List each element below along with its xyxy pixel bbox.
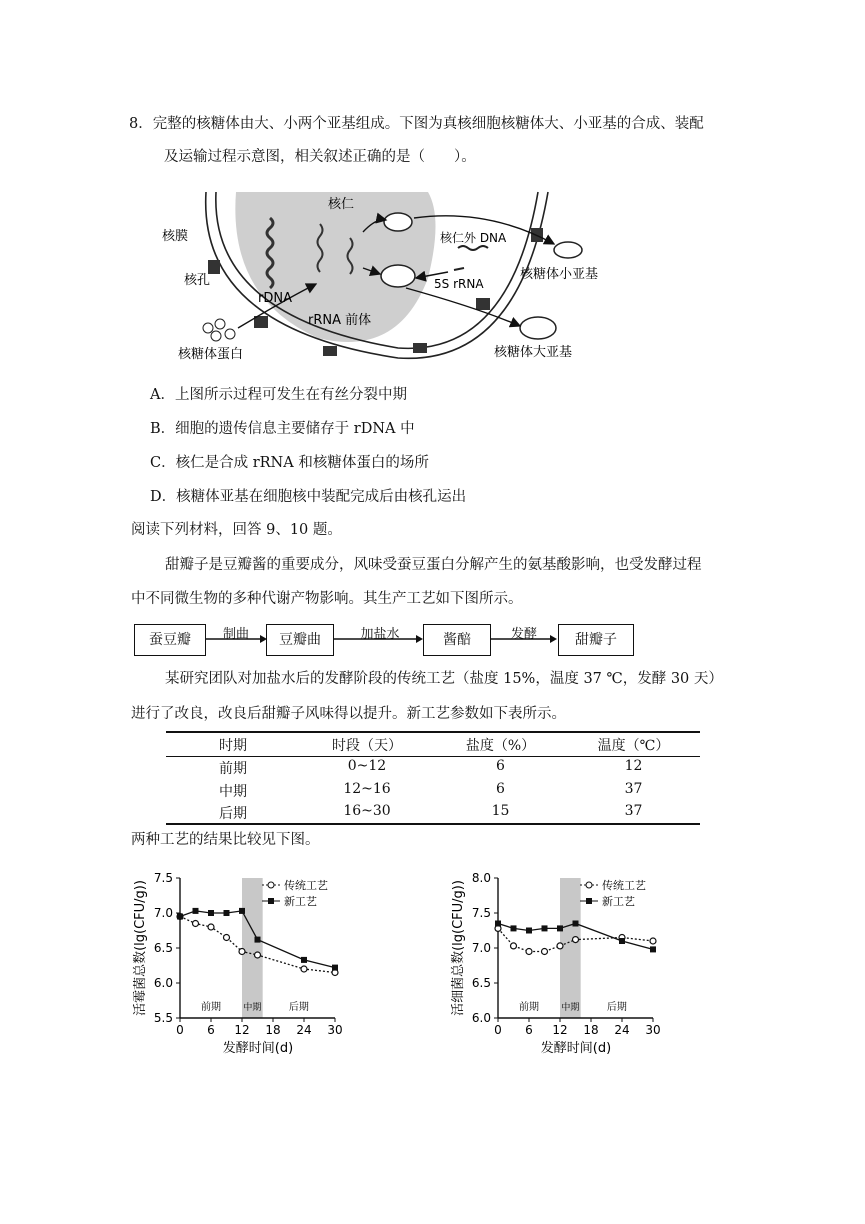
- large-subunit-outside: [520, 317, 556, 339]
- nuclear-pore-6: [208, 260, 220, 274]
- flow-box-broad-bean: 蚕豆瓣: [134, 624, 206, 656]
- x-tick-label: 6: [525, 1023, 533, 1037]
- data-point-new: [193, 908, 199, 914]
- nuclear-pore-4: [323, 346, 337, 356]
- y-tick-label: 7.5: [153, 871, 173, 885]
- label-nuclear-membrane: 核膜: [162, 229, 189, 244]
- chart-bacteria-count: [448, 868, 668, 1060]
- legend-marker-traditional: [268, 882, 274, 888]
- data-point-new: [650, 946, 656, 952]
- shaded-middle-phase: [242, 878, 263, 1018]
- label-small-subunit: 核糖体小亚基: [520, 267, 599, 282]
- x-tick-label: 18: [583, 1023, 599, 1037]
- legend-label-new: 新工艺: [602, 895, 635, 908]
- data-point-new: [526, 928, 532, 934]
- data-point-traditional: [255, 952, 261, 958]
- data-point-traditional: [511, 943, 517, 949]
- data-point-traditional: [224, 935, 230, 941]
- data-point-new: [511, 925, 517, 931]
- data-point-traditional: [542, 949, 548, 955]
- x-tick-label: 12: [552, 1023, 568, 1037]
- material-para1-line1: 甜瓣子是豆瓣酱的重要成分，风味受蚕豆蛋白分解产生的氨基酸影响，也受发酵过程: [165, 557, 702, 573]
- flow-label-ferment: 发酵: [510, 627, 537, 642]
- small-subunit-inside: [384, 213, 412, 231]
- data-point-new: [619, 938, 625, 944]
- flow-label-add-brine: 加盐水: [360, 627, 400, 642]
- data-point-new: [557, 925, 563, 931]
- label-rdna: rDNA: [258, 291, 292, 306]
- data-point-new: [224, 910, 230, 916]
- x-tick-label: 24: [614, 1023, 630, 1037]
- legend-label-new: 新工艺: [284, 895, 317, 908]
- y-tick-label: 7.0: [153, 906, 173, 920]
- data-point-new: [301, 957, 307, 963]
- x-tick-label: 24: [296, 1023, 312, 1037]
- data-point-new: [255, 937, 261, 943]
- table-cell: 6: [496, 758, 505, 774]
- data-point-new: [177, 914, 183, 920]
- phase-label-middle: 中期: [561, 1003, 580, 1013]
- x-tick-label: 0: [494, 1023, 502, 1037]
- data-point-new: [208, 910, 214, 916]
- y-axis-label: 活细菌总数(lg(CFU/g)): [451, 880, 466, 1016]
- legend-label-traditional: 传统工艺: [284, 879, 328, 892]
- shaded-middle-phase: [560, 878, 581, 1018]
- ribosome-synthesis-diagram: [158, 188, 628, 368]
- material-para1-line2: 中不同微生物的多种代谢产物影响。其生产工艺如下图所示。: [131, 591, 523, 607]
- table-cell: 12~16: [343, 781, 391, 797]
- table-cell: 37: [624, 781, 643, 797]
- table-cell: 16~30: [343, 803, 391, 819]
- data-point-traditional: [239, 949, 245, 955]
- legend-marker-traditional: [586, 882, 592, 888]
- legend-label-traditional: 传统工艺: [602, 879, 646, 892]
- x-tick-label: 30: [645, 1023, 661, 1037]
- option-a: A．上图所示过程可发生在有丝分裂中期: [150, 387, 407, 403]
- y-tick-label: 5.5: [153, 1011, 173, 1025]
- legend-marker-new: [586, 898, 592, 904]
- y-tick-label: 7.5: [471, 906, 491, 920]
- small-subunit-outside: [554, 242, 582, 258]
- data-point-new: [495, 921, 501, 927]
- nuclear-pore-2: [476, 298, 490, 310]
- table-cell: 12: [624, 758, 643, 774]
- label-nuclear-pore: 核孔: [184, 273, 211, 288]
- question-8-line-1: 8．完整的核糖体由大、小两个亚基组成。下图为真核细胞核糖体大、小亚基的合成、装配: [129, 116, 704, 132]
- option-b: B．细胞的遗传信息主要储存于 rDNA 中: [150, 421, 415, 437]
- y-tick-label: 6.0: [471, 1011, 491, 1025]
- data-point-traditional: [208, 924, 214, 930]
- x-tick-label: 0: [176, 1023, 184, 1037]
- nuclear-pore-5: [413, 343, 427, 353]
- x-axis-label: 发酵时间(d): [540, 1041, 612, 1056]
- table-cell: 15: [491, 803, 510, 819]
- table-cell: 后期: [219, 806, 247, 822]
- data-point-traditional: [557, 943, 563, 949]
- y-tick-label: 7.0: [471, 941, 491, 955]
- flow-box-bean-koji: 豆瓣曲: [266, 624, 334, 656]
- y-tick-label: 6.0: [153, 976, 173, 990]
- table-cell: 6: [496, 781, 505, 797]
- y-tick-label: 6.5: [153, 941, 173, 955]
- table-header-period: 时期: [219, 738, 247, 754]
- data-point-traditional: [650, 938, 656, 944]
- label-ribosomal-protein: 核糖体蛋白: [178, 347, 244, 362]
- flow-label-koji-making: 制曲: [222, 627, 249, 642]
- material-compare: 两种工艺的结果比较见下图。: [131, 832, 320, 848]
- phase-label-late: 后期: [288, 1002, 309, 1013]
- table-header-duration: 时段（天）: [332, 738, 402, 754]
- material-para2-line1: 某研究团队对加盐水后的发酵阶段的传统工艺（盐度 15%，温度 37 ℃，发酵 30 天）: [165, 671, 723, 687]
- data-point-new: [332, 965, 338, 971]
- large-subunit-inside: [381, 265, 415, 287]
- data-point-traditional: [193, 921, 199, 927]
- x-tick-label: 18: [265, 1023, 281, 1037]
- legend-marker-new: [268, 898, 274, 904]
- phase-label-middle: 中期: [243, 1003, 262, 1013]
- table-cell: 中期: [219, 784, 247, 800]
- x-tick-label: 30: [327, 1023, 343, 1037]
- material-para2-line2: 进行了改良，改良后甜瓣子风味得以提升。新工艺参数如下表所示。: [131, 706, 566, 722]
- y-tick-label: 8.0: [471, 871, 491, 885]
- data-point-traditional: [526, 949, 532, 955]
- question-8-line-2: 及运输过程示意图，相关叙述正确的是（ ）。: [164, 149, 476, 165]
- x-axis-label: 发酵时间(d): [222, 1041, 294, 1056]
- option-c: C．核仁是合成 rRNA 和核糖体蛋白的场所: [150, 455, 429, 471]
- y-axis-label: 活霉菌总数(lg(CFU/g)): [133, 880, 148, 1016]
- flow-box-sweet-petal: 甜瓣子: [558, 624, 634, 656]
- data-point-new: [573, 921, 579, 927]
- label-rrna-precursor: rRNA 前体: [308, 313, 372, 328]
- phase-label-late: 后期: [606, 1002, 627, 1013]
- label-extra-nucleolar-dna: 核仁外 DNA: [440, 231, 507, 245]
- data-point-traditional: [573, 937, 579, 943]
- table-cell: 0~12: [347, 758, 387, 774]
- data-point-traditional: [301, 966, 307, 972]
- option-d: D．核糖体亚基在细胞核中装配完成后由核孔运出: [150, 489, 467, 505]
- data-point-new: [239, 908, 245, 914]
- material-intro: 阅读下列材料，回答 9、10 题。: [131, 522, 342, 538]
- y-tick-label: 6.5: [471, 976, 491, 990]
- label-nucleolus: 核仁: [328, 197, 355, 212]
- table-cell: 37: [624, 803, 643, 819]
- label-large-subunit: 核糖体大亚基: [494, 345, 573, 360]
- data-point-new: [542, 925, 548, 931]
- table-cell: 前期: [219, 761, 247, 777]
- x-tick-label: 6: [207, 1023, 215, 1037]
- table-header-salinity: 盐度（%）: [465, 738, 536, 754]
- phase-label-early: 前期: [201, 1002, 221, 1013]
- phase-label-early: 前期: [519, 1002, 539, 1013]
- label-5s-rrna: 5S rRNA: [434, 277, 484, 291]
- table-header-temperature: 温度（℃）: [597, 738, 670, 754]
- x-tick-label: 12: [234, 1023, 250, 1037]
- flow-box-fermented-paste: 酱醅: [423, 624, 491, 656]
- chart-mold-count: [130, 868, 350, 1060]
